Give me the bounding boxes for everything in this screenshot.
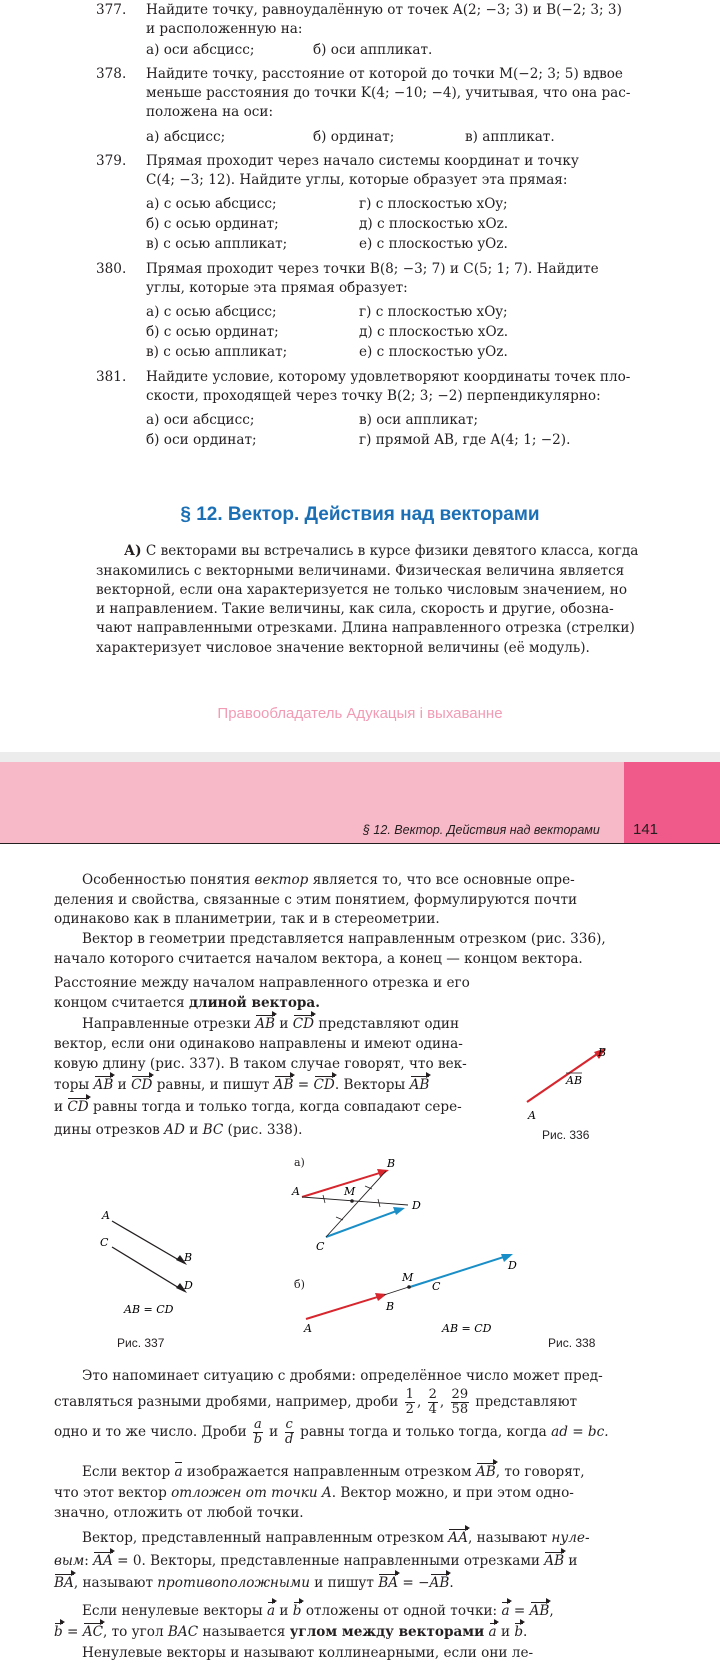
text-run: концом считается	[54, 995, 189, 1011]
arrowhead	[393, 1207, 405, 1215]
point-label: C	[100, 1236, 109, 1249]
exercise-option: а) с осью абсцисс;	[146, 196, 277, 212]
term-laid-off: отложен от точки A	[171, 1485, 332, 1501]
text-run: Особенностью понятия	[82, 872, 255, 888]
text-run: = 0. Векторы, представленные направленными отрезками	[112, 1553, 545, 1569]
exercise-option: б) оси аппликат.	[313, 42, 433, 58]
exercise-text: и расположенную на:	[146, 21, 303, 37]
exercise-option: е) с плоскостью yOz.	[359, 344, 508, 360]
term-vector: вектор	[254, 872, 309, 888]
term-opposite: противоположными	[157, 1575, 310, 1591]
text-line: значно, отложить от любой точки.	[54, 1505, 304, 1521]
exercise-text: меньше расстояния до точки K(4; −10; −4), учитывая, что она рас-	[146, 85, 631, 101]
midpoint-M	[350, 1199, 354, 1203]
segment-AD: AD	[164, 1122, 185, 1138]
text-run: отложены от одной точки:	[301, 1603, 502, 1619]
point-label: A	[102, 1209, 110, 1222]
exercise-option: е) с плоскостью yOz.	[359, 236, 508, 252]
vector-arrow	[410, 1255, 510, 1287]
exercise-option: в) с осью аппликат;	[146, 236, 288, 252]
header-rule	[0, 843, 720, 844]
section-title: § 12. Вектор. Действия над векторами	[180, 504, 540, 525]
exercise-text: Прямая проходит через начало системы координат и точку	[146, 153, 579, 169]
text-run: (рис. 338).	[223, 1122, 303, 1138]
figure-337	[90, 1205, 220, 1320]
segment-BC: BC	[202, 1122, 224, 1138]
text-run: и	[269, 1424, 279, 1440]
copyright-watermark: Правообладатель Адукацыя і выхаванне	[217, 705, 503, 722]
text-run: торы	[54, 1077, 94, 1093]
exercise-option: а) абсцисс;	[146, 129, 226, 145]
text-run: . Вектор можно, и при этом одно-	[331, 1485, 574, 1501]
exercise-text: положена на оси:	[146, 104, 274, 120]
exercise-number: 377.	[96, 2, 127, 18]
vector-AB: AB	[544, 1553, 565, 1569]
figure-336	[510, 1030, 620, 1140]
point-label: M	[402, 1271, 414, 1284]
exercise-option: д) с плоскостью xOz.	[359, 324, 509, 340]
fraction: $\frac{2}{4}$	[428, 1387, 437, 1417]
text-run: что этот вектор	[54, 1485, 172, 1501]
text-run: дины отрезков	[54, 1122, 165, 1138]
exercise-option: а) оси абсцисс;	[146, 42, 255, 58]
fraction: $\frac{29}{58}$	[451, 1387, 469, 1417]
figure-caption: Рис. 337	[117, 1336, 165, 1350]
exercise-option: в) оси аппликат;	[359, 412, 479, 428]
text-run: называется	[198, 1624, 290, 1640]
text-run: ставляться разными дробями, например, дроби	[54, 1394, 399, 1410]
intro-line: векторной, если она характеризуется не только числовым значением, но	[96, 582, 628, 598]
text-line: ковую длину (рис. 337). В таком случае говорят, что век-	[54, 1056, 467, 1072]
text-run: . Векторы	[334, 1077, 410, 1093]
vector-BA: BA	[54, 1575, 74, 1591]
term-angle-between-vectors: углом между векторами	[289, 1624, 485, 1640]
page-number: 141	[633, 821, 659, 838]
figure-338a	[290, 1155, 440, 1255]
vector-a: a	[266, 1603, 276, 1619]
vector-AB: AB	[429, 1575, 450, 1591]
vector-arrow	[326, 1209, 402, 1237]
vector-a: a	[501, 1603, 510, 1619]
exercise-option: в) с осью аппликат;	[146, 344, 288, 360]
vector-arrow	[527, 1050, 603, 1102]
exercise-number: 378.	[96, 66, 127, 82]
midpoint-M	[407, 1285, 411, 1289]
text-line: одинаково как в планиметрии, так и в стереометрии.	[54, 911, 440, 927]
point-label: D	[184, 1279, 193, 1292]
exercise-option: а) с осью абсцисс;	[146, 304, 277, 320]
exercise-text: Найдите точку, расстояние от которой до точки M(−2; 3; 5) вдвое	[146, 66, 623, 82]
vector-CD: CD	[67, 1099, 89, 1115]
vector-b: b	[292, 1603, 302, 1619]
intro-line: знакомились с векторными величинами. Физическая величина является	[96, 563, 625, 579]
exercise-text: C(4; −3; 12). Найдите углы, которые образует эта прямая:	[146, 172, 568, 188]
vector-BA: BA	[378, 1575, 399, 1591]
vector-AB: AB	[529, 1603, 550, 1619]
vector-CD: CD	[131, 1077, 153, 1093]
vector-AB: AB	[273, 1077, 294, 1093]
figure-caption: Рис. 336	[542, 1128, 590, 1142]
arrowhead	[377, 1169, 389, 1177]
equation-label: AB = CD	[124, 1303, 174, 1316]
text-line: Расстояние между началом направленного отрезка и его	[54, 975, 470, 991]
running-title: § 12. Вектор. Действия над векторами	[363, 823, 600, 837]
exercise-text: Найдите условие, которому удовлетворяют координаты точек пло-	[146, 369, 631, 385]
tick-mark	[336, 1217, 343, 1220]
vector-AB: AB	[409, 1077, 430, 1093]
page-header-band	[0, 762, 720, 843]
text-run: и	[275, 1016, 293, 1032]
figure-caption: Рис. 338	[548, 1336, 596, 1350]
text-run: Вектор, представленный направленным отрезком	[82, 1530, 449, 1546]
text-run: представляют один	[314, 1016, 459, 1032]
point-label: C	[316, 1240, 325, 1253]
vector-AB: AB	[93, 1077, 114, 1093]
text-run: и	[275, 1603, 293, 1619]
text-run: и	[496, 1624, 515, 1640]
term-zero: вым	[54, 1553, 85, 1569]
text-run: равны тогда и только тогда, когда совпадают сере-	[88, 1099, 462, 1115]
exercise-option: г) с плоскостью xOy;	[359, 304, 508, 320]
vector-arrow	[306, 1295, 384, 1319]
point-label: C	[432, 1280, 441, 1293]
term-vector-length: длиной вектора.	[188, 995, 320, 1011]
point-label: B	[386, 1300, 395, 1313]
equation-label: AB = CD	[442, 1322, 492, 1335]
text-line: вектор, если они одинаково направлены и имеют одина-	[54, 1036, 463, 1052]
exercise-number: 379.	[96, 153, 127, 169]
exercise-text: углы, которые эта прямая образует:	[146, 280, 408, 296]
intro-lead: А)	[124, 543, 142, 559]
text-run: является то, что все основные опре-	[308, 872, 575, 888]
vector-b: b	[514, 1624, 524, 1640]
intro-line: чают направленными отрезками. Длина направленного отрезка (стрелки)	[96, 620, 635, 636]
text-line: Вектор в геометрии представляется направленным отрезком (рис. 336),	[82, 931, 606, 947]
figure-part-label: б)	[294, 1278, 305, 1291]
text-run: одно и то же число. Дроби	[54, 1424, 247, 1440]
text-run: Если ненулевые векторы	[82, 1603, 267, 1619]
point-label: M	[344, 1185, 356, 1198]
exercise-text: скости, проходящей через точку B(2; 3; −2) перпендикулярно:	[146, 388, 601, 404]
text-run: и	[54, 1099, 68, 1115]
point-label: B	[387, 1157, 396, 1170]
exercise-option: а) оси абсцисс;	[146, 412, 255, 428]
point-label: A	[304, 1322, 312, 1335]
vector-AA: AA	[93, 1553, 113, 1569]
text-run: представляют	[475, 1394, 578, 1410]
text-line: Это напоминает ситуацию с дробями: определённое число может пред-	[82, 1368, 603, 1384]
segment-AD	[302, 1197, 408, 1205]
text-run: , называют	[467, 1530, 552, 1546]
point-label: A	[528, 1109, 536, 1122]
point-label: D	[412, 1199, 421, 1212]
exercise-option: б) оси ординат;	[146, 432, 257, 448]
text-run: Если вектор	[82, 1464, 175, 1480]
fraction: $\frac{c}{d}$	[284, 1417, 294, 1447]
text-run: и	[113, 1077, 132, 1093]
exercise-option: б) с осью ординат;	[146, 324, 279, 340]
vector-AA: AA	[448, 1530, 468, 1546]
vector-CD: CD	[292, 1016, 315, 1032]
term-zero: нуле-	[551, 1530, 590, 1546]
exercise-number: 380.	[96, 261, 127, 277]
fraction: $\frac{a}{b}$	[253, 1417, 263, 1447]
exercise-text: Прямая проходит через точки B(8; −3; 7) и C(5; 1; 7). Найдите	[146, 261, 599, 277]
text-run: и пишут	[309, 1575, 379, 1591]
vector-a: a	[488, 1624, 497, 1640]
text-run: равны, и пишут	[152, 1077, 274, 1093]
exercise-option: д) с плоскостью xOz.	[359, 216, 509, 232]
point-label: B	[184, 1251, 193, 1264]
exercise-text: Найдите точку, равноудалённую от точек A(2; −3; 3) и B(−2; 3; 3)	[146, 2, 622, 18]
vector-a: a	[174, 1464, 183, 1480]
exercise-option: в) аппликат.	[465, 129, 555, 145]
text-run: , называют	[73, 1575, 158, 1591]
point-label: D	[508, 1259, 517, 1272]
intro-line: характеризует числовое значение векторной величины (её модуль).	[96, 640, 590, 656]
text-line: начало которого считается началом вектора, а конец — концом вектора.	[54, 951, 583, 967]
exercise-number: 381.	[96, 369, 127, 385]
text-run: Направленные отрезки	[82, 1016, 256, 1032]
exercise-option: б) с осью ординат;	[146, 216, 279, 232]
vector-arrow	[112, 1221, 184, 1263]
text-run: и	[184, 1122, 203, 1138]
page-gap	[0, 752, 720, 762]
text-run: :	[84, 1553, 94, 1569]
exercise-option: г) с плоскостью xOy;	[359, 196, 508, 212]
text-run: равны тогда и только тогда, когда	[300, 1424, 547, 1440]
point-label: A	[292, 1185, 300, 1198]
vector-AB: AB	[255, 1016, 276, 1032]
intro-line: и направлением. Такие величины, как сила, скорость и другие, обозна-	[96, 601, 614, 617]
text-run: , то говорят,	[495, 1464, 585, 1480]
text-run: = −	[398, 1575, 430, 1591]
figure-338b	[290, 1245, 530, 1335]
equation: ad = bc.	[551, 1424, 609, 1440]
point-label: B	[598, 1046, 607, 1059]
vector-b: b	[54, 1624, 63, 1640]
text-run: и	[564, 1553, 578, 1569]
intro-line: С векторами вы встречались в курсе физики девятого класса, когда	[145, 543, 639, 559]
text-line-cut: Ненулевые векторы и называют коллинеарными, если они ле-	[82, 1645, 534, 1661]
figure-part-label: а)	[294, 1156, 305, 1169]
text-run: изображается направленным отрезком	[182, 1464, 476, 1480]
vector-AB: AB	[475, 1464, 496, 1480]
vector-arrow	[112, 1247, 184, 1291]
fraction: $\frac{1}{2}$	[405, 1387, 414, 1417]
exercise-option: г) прямой AB, где A(4; 1; −2).	[359, 432, 571, 448]
vector-AC: AC	[82, 1624, 103, 1640]
exercise-option: б) ординат;	[313, 129, 395, 145]
angle-BAC: BAC	[167, 1624, 199, 1640]
vector-label: AB	[566, 1074, 583, 1087]
vector-CD: CD	[313, 1077, 335, 1093]
text-line: деления и свойства, связанные с этим понятием, формулируются почти	[54, 892, 578, 908]
text-run: , то угол	[102, 1624, 168, 1640]
